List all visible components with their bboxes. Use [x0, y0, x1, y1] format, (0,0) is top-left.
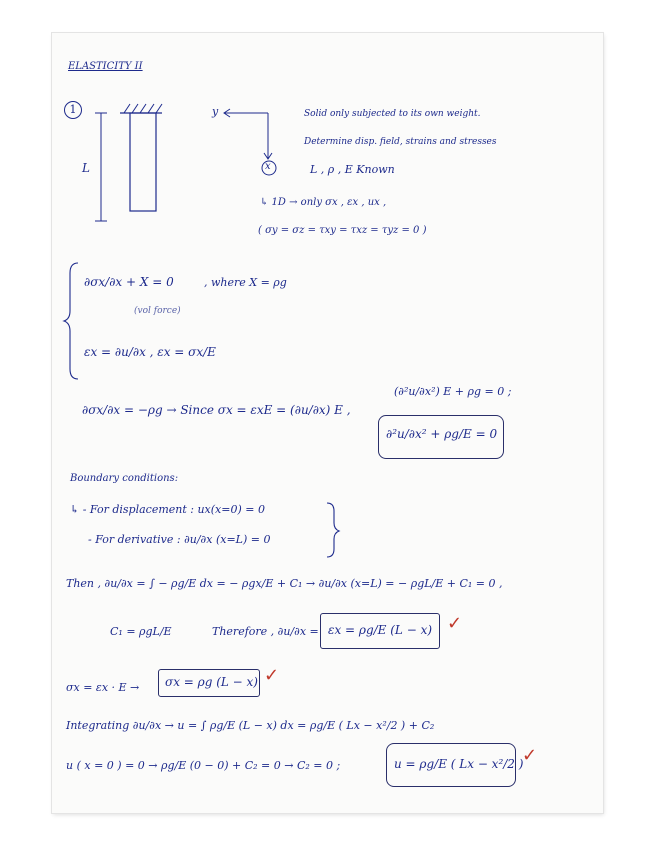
y-axis-label: y: [212, 105, 219, 118]
bc-derivative: - For derivative : ∂u/∂x (x=L) = 0: [88, 533, 271, 546]
bc-heading: Boundary conditions:: [70, 473, 179, 484]
boundary-application: u ( x = 0 ) = 0 → ρg/E (0 − 0) + C₂ = 0 → C₂ = 0 ;: [66, 759, 341, 772]
checkmark-icon: ✓: [264, 665, 280, 686]
note-line-1: Solid only subjected to its own weight.: [304, 109, 481, 119]
body-force-definition: , where X = ρg: [204, 276, 287, 289]
x-axis-label: x: [265, 161, 271, 172]
stress-prefix: σx = εx · E →: [66, 681, 140, 694]
note-line-3: L , ρ , E Known: [310, 163, 395, 176]
bc-displacement: ↳ - For displacement : ux(x=0) = 0: [70, 503, 265, 516]
checkmark-icon: ✓: [522, 745, 538, 766]
derivation-line-1: ∂σx/∂x = −ρg → Since σx = εxE = (∂u/∂x) E ,: [82, 403, 351, 417]
vol-force-note: (vol force): [134, 306, 181, 316]
displacement-result: u = ρg/E ( Lx − x²/2 ): [394, 757, 524, 771]
integration-step: Then , ∂u/∂x = ∫ − ρg/E dx = − ρgx/E + C₁ → ∂u/∂x (x=L) = − ρgL/E + C₁ = 0 ,: [66, 577, 503, 590]
strain-definitions: εx = ∂u/∂x , εx = σx/E: [84, 345, 216, 359]
note-line-2: Determine disp. field, strains and stresses: [304, 137, 497, 147]
therefore-text: Therefore , ∂u/∂x =: [212, 625, 319, 638]
integrating-step: Integrating ∂u/∂x → u = ∫ ρg/E (L − x) dx = ρg/E ( Lx − x²/2 ) + C₂: [66, 719, 435, 732]
problem-number: 1: [64, 101, 82, 119]
stress-result: σx = ρg (L − x): [165, 675, 258, 689]
page-title: ELASTICITY II: [68, 61, 143, 72]
c1-value: C₁ = ρgL/E: [110, 625, 172, 638]
length-label: L: [82, 161, 90, 175]
derivation-line-1b: (∂²u/∂x²) E + ρg = 0 ;: [394, 385, 512, 398]
checkmark-icon: ✓: [447, 613, 463, 634]
note-line-4: ↳ 1D → only σx , εx , ux ,: [260, 197, 387, 208]
governing-equation: ∂²u/∂x² + ρg/E = 0: [386, 427, 498, 441]
note-line-5: ( σy = σz = τxy = τxz = τyz = 0 ): [258, 225, 427, 236]
strain-result: εx = ρg/E (L − x): [328, 623, 433, 637]
notebook-page: [52, 33, 603, 813]
equilibrium-equation: ∂σx/∂x + X = 0: [84, 275, 174, 289]
bar-figure: [52, 33, 603, 813]
